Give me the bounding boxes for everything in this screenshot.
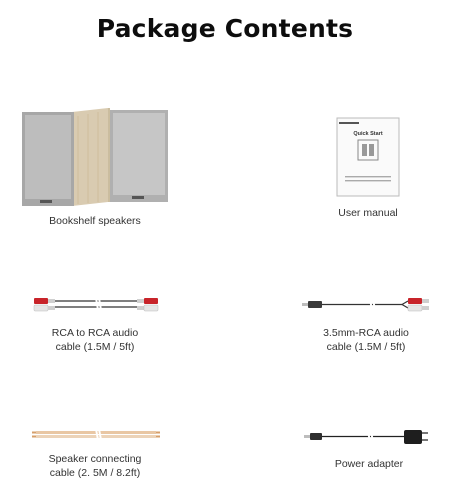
manual-heading: Quick Start	[353, 131, 383, 137]
user-manual-image	[335, 116, 401, 198]
speaker-wire-image	[32, 428, 160, 442]
rca-cable-image	[32, 294, 160, 316]
page-title: Package Contents	[96, 14, 354, 43]
aux-rca-cable-label: 3.5mm-RCA audio cable (1.5M / 5ft)	[323, 327, 409, 353]
bookshelf-speakers-image	[20, 106, 180, 206]
power-adapter-image	[304, 424, 434, 448]
rca-cable-label: RCA to RCA audio cable (1.5M / 5ft)	[51, 327, 139, 353]
bookshelf-speakers-label: Bookshelf speakers	[49, 215, 141, 227]
power-adapter-label: Power adapter	[334, 458, 404, 470]
aux-rca-cable-image	[302, 294, 432, 316]
speaker-wire-label: Speaker connecting cable (2. 5M / 8.2ft)	[48, 453, 142, 479]
user-manual-label: User manual	[338, 207, 398, 219]
